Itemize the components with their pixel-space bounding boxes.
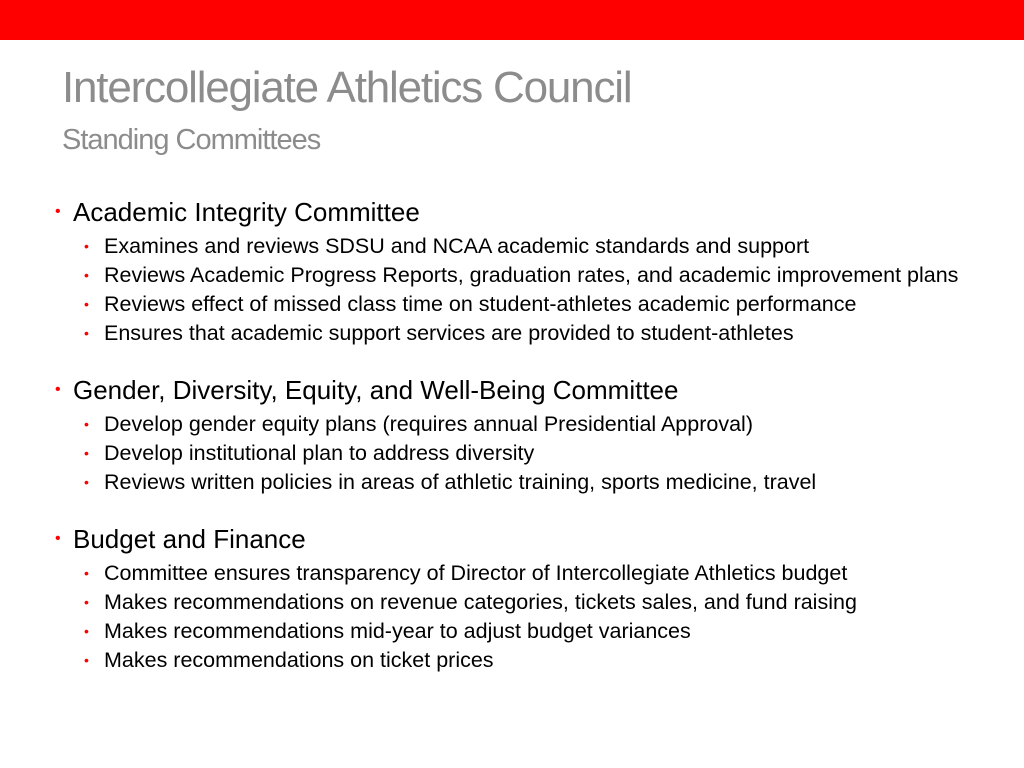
list-item <box>0 620 1024 643</box>
bullet-icon: • <box>84 652 89 668</box>
list-item-text: Committee ensures transparency of Director of Intercollegiate Athletics budget <box>104 561 848 585</box>
bullet-icon: • <box>84 474 89 490</box>
slide-title: Intercollegiate Athletics Council <box>62 63 632 112</box>
committee-heading-text: Academic Integrity Committee <box>73 197 420 227</box>
slide-subtitle: Standing Committees <box>62 124 321 156</box>
list-item-text: Reviews effect of missed class time on student-athletes academic performance <box>104 292 857 316</box>
top-accent-bar <box>0 0 1024 40</box>
bullet-icon: • <box>55 203 61 220</box>
bullet-icon: • <box>84 238 89 254</box>
bullet-icon: • <box>84 267 89 283</box>
list-item <box>0 293 1024 316</box>
list-item-text: Makes recommendations on ticket prices <box>104 648 494 672</box>
list-item <box>0 322 1024 345</box>
list-item <box>0 591 1024 614</box>
bullet-icon: • <box>84 296 89 312</box>
list-item-text: Develop gender equity plans (requires annual Presidential Approval) <box>104 412 753 436</box>
bullet-icon: • <box>84 565 89 581</box>
bullet-icon: • <box>55 381 61 398</box>
list-item-text: Makes recommendations mid-year to adjust budget variances <box>104 619 691 643</box>
list-item <box>0 649 1024 672</box>
list-item-text: Makes recommendations on revenue categories, tickets sales, and fund raising <box>104 590 857 614</box>
list-item-text: Reviews Academic Progress Reports, graduation rates, and academic improvement plans <box>104 263 959 287</box>
list-item-text: Examines and reviews SDSU and NCAA academic standards and support <box>104 234 810 258</box>
bullet-icon: • <box>55 530 61 547</box>
committee-list <box>0 195 1024 700</box>
bullet-icon: • <box>84 325 89 341</box>
bullet-icon: • <box>84 445 89 461</box>
committee-heading <box>0 522 1024 556</box>
list-item-text: Reviews written policies in areas of athletic training, sports medicine, travel <box>104 470 817 494</box>
committee-heading-text: Budget and Finance <box>73 524 306 554</box>
bullet-icon: • <box>84 416 89 432</box>
list-item <box>0 562 1024 585</box>
committee-section <box>0 373 1024 494</box>
bullet-icon: • <box>84 623 89 639</box>
list-item-text: Develop institutional plan to address diversity <box>104 441 535 465</box>
committee-section <box>0 195 1024 345</box>
committee-heading <box>0 373 1024 407</box>
committee-section <box>0 522 1024 672</box>
list-item <box>0 235 1024 258</box>
committee-heading-text: Gender, Diversity, Equity, and Well-Being Committee <box>73 375 679 405</box>
committee-heading <box>0 195 1024 229</box>
list-item-text: Ensures that academic support services are provided to student-athletes <box>104 321 794 345</box>
bullet-icon: • <box>84 594 89 610</box>
list-item <box>0 442 1024 465</box>
list-item <box>0 264 1024 287</box>
list-item <box>0 471 1024 494</box>
list-item <box>0 413 1024 436</box>
